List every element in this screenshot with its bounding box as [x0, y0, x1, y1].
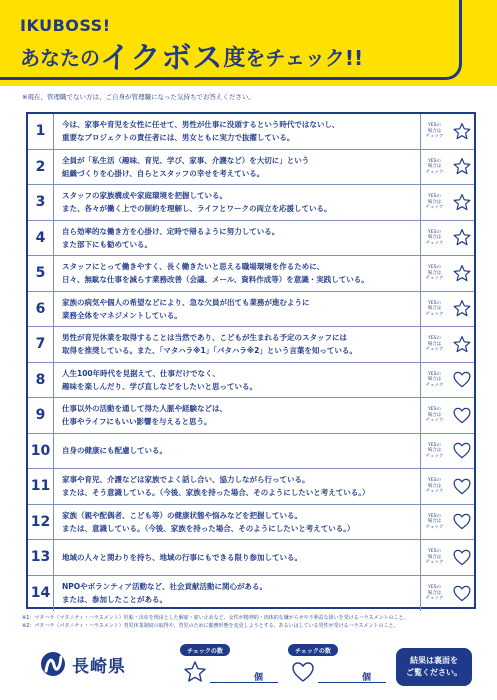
yes-check-label: YESの 場合は チェック — [420, 540, 448, 575]
result-button[interactable] — [396, 648, 472, 686]
star-checkbox-icon[interactable] — [449, 256, 474, 291]
heart-checkbox-icon[interactable] — [449, 576, 474, 612]
title-main: イクボス — [100, 41, 224, 76]
item-text — [62, 505, 416, 540]
item-text-line: 重要なプロジェクトの責任者には、男女ともに実力で抜擢している。 — [62, 133, 295, 143]
item-text-line: 地域の人々と関わりを持ち、地域の行事にもできる限り参加している。 — [62, 552, 302, 562]
heart-checkbox-icon[interactable] — [449, 434, 474, 469]
yes-check-label: YESの 場合は チェック — [420, 221, 448, 256]
item-text-line: 人生100年時代を見据えて、仕事だけでなく、 — [62, 368, 220, 378]
heart-checkbox-icon[interactable] — [449, 363, 474, 398]
footnotes — [22, 614, 482, 630]
star-checkbox-icon[interactable] — [449, 292, 474, 327]
item-text-line: 自ら効率的な働き方を心掛け、定時で帰るように努力している。 — [62, 226, 280, 236]
nagasaki-logo — [40, 650, 160, 678]
star-checkbox-icon[interactable] — [449, 114, 474, 149]
yes-check-label: YESの 場合は チェック — [420, 434, 448, 469]
item-text — [62, 434, 416, 469]
item-text-line: 男性が育児休業を取得することは当然であり、こどもが生まれる予定のスタッフには — [62, 333, 347, 343]
item-number: 7 — [28, 327, 54, 362]
yes-check-label: YESの 場合は チェック — [420, 114, 448, 149]
star-count-label: チェックの数 — [180, 644, 230, 656]
item-text — [62, 150, 416, 185]
logo-text: 長崎県 — [72, 656, 126, 677]
item-number: 10 — [28, 434, 54, 469]
item-number: 8 — [28, 363, 54, 398]
checklist-row — [28, 185, 474, 221]
result-button-line-2: ご覧ください。 — [406, 668, 462, 677]
heart-count-box — [288, 644, 388, 686]
checklist — [26, 112, 476, 609]
yes-check-label: YESの 場合は チェック — [420, 256, 448, 291]
star-checkbox-icon[interactable] — [449, 150, 474, 185]
checklist-row — [28, 434, 474, 470]
item-text-line: 家族の病気や個人の希望などにより、急な欠員が出ても業務が進むように — [62, 297, 310, 307]
yes-check-label: YESの 場合は チェック — [420, 363, 448, 398]
checklist-row — [28, 505, 474, 541]
checklist-row — [28, 576, 474, 612]
yes-check-label: YESの 場合は チェック — [420, 185, 448, 220]
item-text — [62, 363, 416, 398]
item-text — [62, 327, 416, 362]
title-suffix-1: 度 — [223, 46, 246, 71]
star-icon — [182, 660, 208, 684]
footnote-2: ※2：パタハラ（パタニティ・ハラスメント）育児休業制度の取得や、育児のために勤務形態を変更しようとする、あるいはしている男性が受けるハラスメントのこと。 — [22, 623, 399, 629]
star-count-box — [180, 644, 280, 686]
item-text-line: また部下にも勧めている。 — [62, 239, 152, 249]
item-number: 11 — [28, 469, 54, 504]
heart-count-field[interactable] — [318, 682, 386, 683]
item-text-line: 自身の健康にも配慮している。 — [62, 446, 167, 456]
item-text-line: また、各々が働く上での制約を理解し、ライフとワークの両立を応援している。 — [62, 204, 332, 214]
yes-check-label: YESの 場合は チェック — [420, 469, 448, 504]
item-text — [62, 292, 416, 327]
item-text-line: 家族（親や配偶者、こども等）の健康状態や悩みなどを把握している。 — [62, 510, 302, 520]
item-text-line: または、意識している。（今後、家族を持った場合、そのようにしたいと考えている。） — [62, 523, 355, 533]
star-count-field[interactable] — [210, 682, 278, 683]
checklist-row — [28, 292, 474, 328]
item-number: 6 — [28, 292, 54, 327]
item-number: 9 — [28, 398, 54, 433]
item-number: 3 — [28, 185, 54, 220]
heart-checkbox-icon[interactable] — [449, 469, 474, 504]
brand-title: IKUBOSS! — [20, 16, 111, 35]
star-count-unit: 個 — [254, 673, 264, 683]
item-text-line: 趣味を楽しんだり、学び直しなどをしたいと思っている。 — [62, 381, 257, 391]
item-text-line: NPOやボランティア活動など、社会貢献活動に関心がある。 — [62, 582, 268, 592]
heart-checkbox-icon[interactable] — [449, 398, 474, 433]
item-text-line: 取得を推奨している。また、「マタハラ※1」「パタハラ※2」という言葉を知っている。 — [62, 346, 357, 356]
item-text — [62, 185, 416, 220]
item-text — [62, 114, 416, 149]
item-text-line: スタッフの家族構成や家庭環境を把握している。 — [62, 191, 227, 201]
item-text-line: または、そう意識している。（今後、家族を持った場合、そのようにしたいと考えている。） — [62, 488, 370, 498]
heart-count-label: チェックの数 — [288, 644, 338, 656]
checklist-row — [28, 363, 474, 399]
checklist-row — [28, 540, 474, 576]
title-prefix: あなたの — [20, 46, 100, 70]
yes-check-label: YESの 場合は チェック — [420, 505, 448, 540]
checklist-row — [28, 150, 474, 186]
yes-check-label: YESの 場合は チェック — [420, 150, 448, 185]
item-text-line: 今は、家事や育児を女性に任せて、男性が仕事に没頭するという時代ではないし、 — [62, 120, 340, 130]
heart-checkbox-icon[interactable] — [449, 505, 474, 540]
item-text-line: 日々、無駄な仕事を減らす業務改善（会議、メール、資料作成等）を意識・実践している。 — [62, 275, 369, 285]
checklist-row — [28, 256, 474, 292]
page-title — [20, 33, 363, 77]
checklist-row — [28, 398, 474, 434]
title-suffix-2: をチェック!! — [245, 46, 364, 70]
star-checkbox-icon[interactable] — [449, 221, 474, 256]
checklist-row — [28, 114, 474, 150]
star-checkbox-icon[interactable] — [449, 327, 474, 362]
header-panel — [0, 0, 462, 80]
item-text-line: 業務全体をマネジメントしている。 — [62, 310, 182, 320]
checklist-row — [28, 327, 474, 363]
intro-note: ※現在、管理職でない方は、ご自身が管理職になった気持ちでお答えください。 — [22, 93, 255, 101]
item-number: 13 — [28, 540, 54, 575]
item-text-line: スタッフにとって働きやすく、長く働きたいと思える職場環境を作るために、 — [62, 262, 325, 272]
star-checkbox-icon[interactable] — [449, 185, 474, 220]
item-text-line: 組織づくりを心掛け、自らとスタッフの幸せを考えている。 — [62, 168, 265, 178]
result-button-line-1: 結果は裏面を — [410, 656, 458, 665]
yes-check-label: YESの 場合は チェック — [420, 398, 448, 433]
footnote-1: ※1：マタハラ（マタニティ・ハラスメント）妊娠・出産を理由とした解雇・雇い止めなど、女性が精神的・肉体的な嫌がらせや不利益な扱いを受けるハラスメントのこと。 — [22, 615, 409, 621]
item-text — [62, 398, 416, 433]
heart-icon — [290, 660, 316, 684]
item-text — [62, 540, 416, 575]
item-text-line: 全員が「私生活（趣味、育児、学び、家事、介護など）を大切に」という — [62, 155, 310, 165]
yes-check-label: YESの 場合は チェック — [420, 292, 448, 327]
checklist-row — [28, 221, 474, 257]
item-text-line: 家事や育児、介護などは家族でよく話し合い、協力しながら行っている。 — [62, 475, 310, 485]
yes-check-label: YESの 場合は チェック — [420, 327, 448, 362]
header-band — [0, 0, 497, 86]
item-text-line: 仕事以外の活動を通して得た人脈や経験などは、 — [62, 404, 227, 414]
heart-checkbox-icon[interactable] — [449, 540, 474, 575]
item-number: 12 — [28, 505, 54, 540]
prefecture-emblem-icon — [40, 651, 66, 677]
item-number: 1 — [28, 114, 54, 149]
item-text — [62, 576, 416, 612]
checklist-row — [28, 469, 474, 505]
item-number: 4 — [28, 221, 54, 256]
heart-count-unit: 個 — [362, 673, 372, 683]
item-number: 5 — [28, 256, 54, 291]
item-number: 14 — [28, 576, 54, 612]
item-text-line: または、参加したことがある。 — [62, 595, 167, 605]
item-number: 2 — [28, 150, 54, 185]
item-text — [62, 221, 416, 256]
item-text-line: 仕事やライフにもいい影響を与えると思う。 — [62, 417, 212, 427]
item-text — [62, 469, 416, 504]
item-text — [62, 256, 416, 291]
yes-check-label: YESの 場合は チェック — [420, 576, 448, 612]
